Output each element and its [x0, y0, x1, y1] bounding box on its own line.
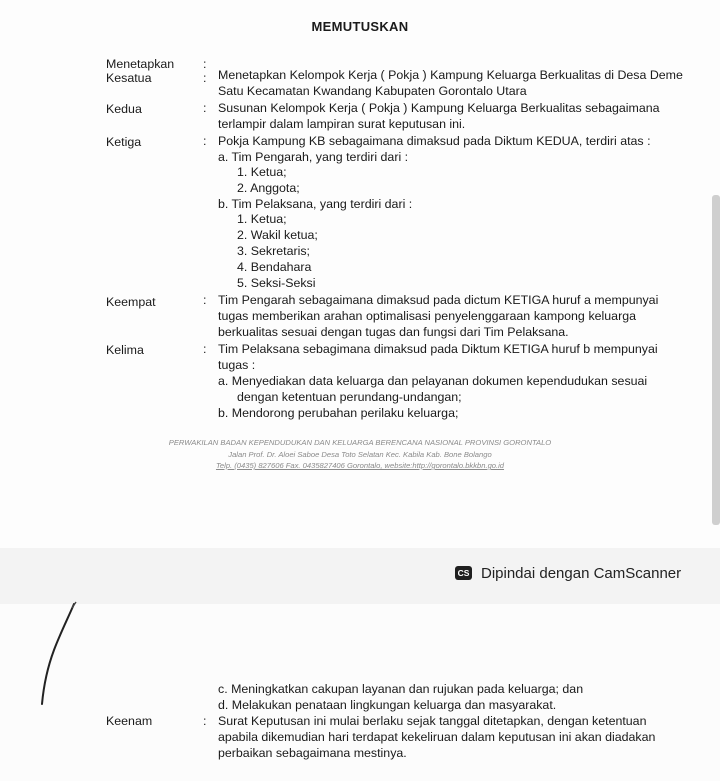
- keenam-line-1: Surat Keputusan ini mulai berlaku sejak tanggal ditetapkan, dengan ketentuan: [218, 714, 647, 728]
- scrollbar[interactable]: [712, 195, 720, 525]
- signature-stroke: [30, 600, 80, 710]
- camscanner-logo-icon: CS: [455, 566, 472, 580]
- ketiga-line-1: Pokja Kampung KB sebagaimana dimaksud pada Diktum KEDUA, terdiri atas :: [218, 134, 651, 148]
- keempat-line-3: berkualitas sesuai dengan tugas dan fungsi dari Tim Pelaksana.: [218, 325, 569, 339]
- label-kedua: Kedua: [106, 102, 142, 116]
- label-menetapkan: Menetapkan: [106, 57, 175, 71]
- ketiga-a-item-2: 2. Anggota;: [237, 181, 300, 195]
- footer-address: Jalan Prof. Dr. Aloei Saboe Desa Toto Selatan Kec. Kabila Kab. Bone Bolango: [228, 450, 492, 459]
- keempat-line-1: Tim Pengarah sebagaimana dimaksud pada dictum KETIGA huruf a mempunyai: [218, 293, 659, 307]
- ketiga-a-item-1: 1. Ketua;: [237, 165, 287, 179]
- label-ketiga: Ketiga: [106, 135, 142, 149]
- kesatua-line-1: Menetapkan Kelompok Kerja ( Pokja ) Kampung Keluarga Berkualitas di Desa Deme: [218, 68, 683, 82]
- label-kelima: Kelima: [106, 343, 144, 357]
- kedua-line-2: terlampir dalam lampiran surat keputusan ini.: [218, 117, 466, 131]
- label-kesatua: Kesatua: [106, 71, 152, 85]
- colon: :: [203, 71, 207, 85]
- kelima-item-b: b. Mendorong perubahan perilaku keluarga;: [218, 406, 459, 420]
- ketiga-b-item-1: 1. Ketua;: [237, 212, 287, 226]
- kelima-item-a: a. Menyediakan data keluarga dan pelayanan dokumen kependudukan sesuai: [218, 374, 648, 388]
- kelima-line-1: Tim Pelaksana sebagimana dimaksud pada Diktum KETIGA huruf b mempunyai: [218, 342, 658, 356]
- ketiga-b-item-5: 5. Seksi-Seksi: [237, 276, 316, 290]
- footer-contact-text: Telp. (0435) 827606 Fax. 0435827406 Gorontalo, website:http://gorontalo.bkkbn.go.id: [215, 461, 505, 470]
- kelima-item-a-cont: dengan ketentuan perundang-undangan;: [237, 390, 462, 404]
- page2-item-c: c. Meningkatkan cakupan layanan dan rujukan pada keluarga; dan: [218, 682, 584, 696]
- page2-item-d: d. Melakukan penataan lingkungan keluarga dan masyarakat.: [218, 698, 557, 712]
- colon: :: [203, 101, 207, 115]
- ketiga-sub-a: a. Tim Pengarah, yang terdiri dari :: [218, 150, 409, 164]
- label-keempat: Keempat: [106, 295, 156, 309]
- colon: :: [203, 134, 207, 148]
- colon: :: [203, 293, 207, 307]
- keenam-line-3: perbaikan sebagaimana mestinya.: [218, 746, 407, 760]
- ketiga-sub-b: b. Tim Pelaksana, yang terdiri dari :: [218, 197, 413, 211]
- footer-contact: [0, 461, 720, 471]
- document-title: MEMUTUSKAN: [311, 19, 409, 34]
- keenam-line-2: apabila dikemudian hari terdapat kekeliruan dalam keputusan ini akan diadakan: [218, 730, 656, 744]
- ketiga-b-item-2: 2. Wakil ketua;: [237, 228, 318, 242]
- colon: :: [203, 342, 207, 356]
- ketiga-b-item-4: 4. Bendahara: [237, 260, 312, 274]
- colon: :: [203, 57, 207, 71]
- label-keenam: Keenam: [106, 714, 153, 728]
- camscanner-text: Dipindai dengan CamScanner: [481, 564, 682, 582]
- kelima-line-2: tugas :: [218, 358, 256, 372]
- kedua-line-1: Susunan Kelompok Kerja ( Pokja ) Kampung Keluarga Berkualitas sebagaimana: [218, 101, 660, 115]
- camscanner-watermark: [455, 562, 681, 584]
- keempat-line-2: tugas memberikan arahan optimalisasi penyelenggaraan kampong keluarga: [218, 309, 636, 323]
- kesatua-line-2: Satu Kecamatan Kwandang Kabupaten Gorontalo Utara: [218, 84, 527, 98]
- colon: :: [203, 714, 207, 728]
- footer-institution: PERWAKILAN BADAN KEPENDUDUKAN DAN KELUARGA BERENCANA NASIONAL PROVINSI GORONTALO: [168, 438, 552, 447]
- ketiga-b-item-3: 3. Sekretaris;: [237, 244, 310, 258]
